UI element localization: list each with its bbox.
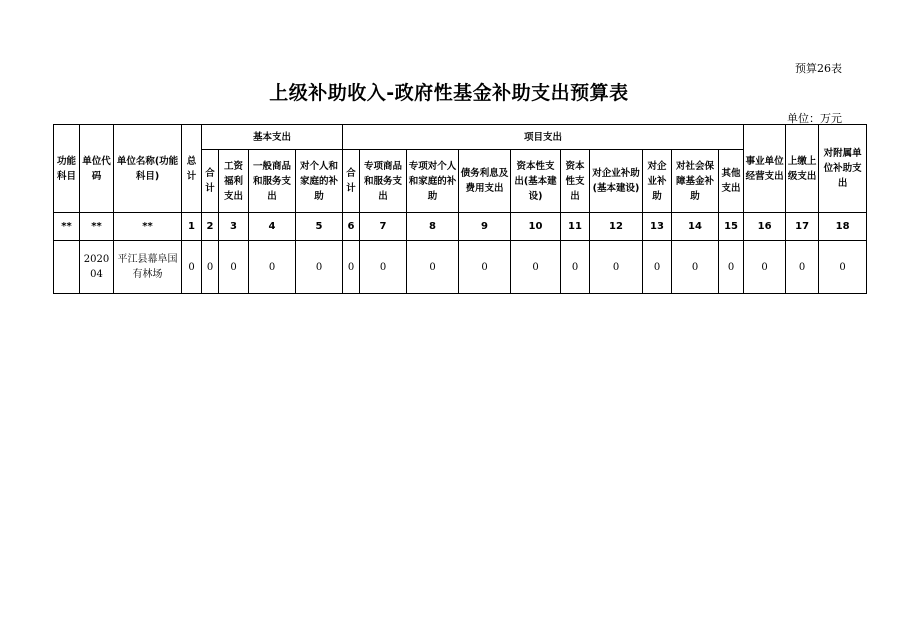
header-turn-over: 上缴上级支出	[786, 125, 819, 213]
header-capital-basic: 资本性支出(基本建设)	[511, 150, 561, 213]
index-cell: 11	[561, 213, 590, 241]
index-cell: 3	[219, 213, 249, 241]
header-special-goods: 专项商品和服务支出	[360, 150, 407, 213]
index-cell: 15	[719, 213, 744, 241]
index-cell: 13	[643, 213, 672, 241]
value-cell: 0	[182, 241, 202, 294]
value-cell: 0	[202, 241, 219, 294]
header-project-subtotal: 合计	[343, 150, 360, 213]
value-cell: 0	[511, 241, 561, 294]
index-cell: 10	[511, 213, 561, 241]
index-cell: 12	[590, 213, 643, 241]
value-cell: 0	[219, 241, 249, 294]
header-personal-subsidy: 对个人和家庭的补助	[296, 150, 343, 213]
value-cell: 0	[786, 241, 819, 294]
table-row	[54, 241, 867, 294]
index-cell: 18	[819, 213, 867, 241]
header-affiliated: 对附属单位补助支出	[819, 125, 867, 213]
unit-label: 单位：万元	[787, 112, 842, 125]
value-cell: 0	[296, 241, 343, 294]
header-row-group	[54, 125, 867, 150]
index-row	[54, 213, 867, 241]
index-cell: 16	[744, 213, 786, 241]
unit-name-cell: 平江县幕阜国有林场	[114, 241, 182, 294]
header-basic-subtotal: 合计	[202, 150, 219, 213]
header-enterprise-basic: 对企业补助(基本建设)	[590, 150, 643, 213]
index-cell: **	[54, 213, 80, 241]
budget-table	[53, 124, 867, 294]
header-unit-name: 单位名称(功能科目)	[114, 125, 182, 213]
index-cell: **	[80, 213, 114, 241]
header-special-personal: 专项对个人和家庭的补助	[407, 150, 459, 213]
index-cell: 4	[249, 213, 296, 241]
value-cell: 0	[744, 241, 786, 294]
header-goods-services: 一般商品和服务支出	[249, 150, 296, 213]
index-cell: 2	[202, 213, 219, 241]
value-cell: 0	[249, 241, 296, 294]
header-capital: 资本性支出	[561, 150, 590, 213]
value-cell: 0	[643, 241, 672, 294]
header-wages: 工资福利支出	[219, 150, 249, 213]
header-social-security: 对社会保障基金补助	[672, 150, 719, 213]
document-id: 预算26表	[795, 62, 842, 75]
header-total: 总计	[182, 125, 202, 213]
index-cell: **	[114, 213, 182, 241]
index-cell: 6	[343, 213, 360, 241]
header-func-subject: 功能科目	[54, 125, 80, 213]
index-cell: 9	[459, 213, 511, 241]
header-enterprise: 对企业补助	[643, 150, 672, 213]
header-business-ops: 事业单位经营支出	[744, 125, 786, 213]
index-cell: 7	[360, 213, 407, 241]
header-debt-interest: 债务利息及费用支出	[459, 150, 511, 213]
value-cell: 0	[459, 241, 511, 294]
value-cell: 0	[819, 241, 867, 294]
value-cell: 0	[719, 241, 744, 294]
index-cell: 17	[786, 213, 819, 241]
value-cell: 0	[672, 241, 719, 294]
header-unit-code: 单位代码	[80, 125, 114, 213]
unit-code-cell: 202004	[80, 241, 114, 294]
value-cell: 0	[561, 241, 590, 294]
value-cell: 0	[360, 241, 407, 294]
index-cell: 14	[672, 213, 719, 241]
header-basic-group: 基本支出	[202, 125, 343, 150]
index-cell: 5	[296, 213, 343, 241]
index-cell: 1	[182, 213, 202, 241]
value-cell: 0	[343, 241, 360, 294]
header-other: 其他支出	[719, 150, 744, 213]
value-cell: 0	[407, 241, 459, 294]
value-cell: 0	[590, 241, 643, 294]
func-subject-cell	[54, 241, 80, 294]
header-project-group: 项目支出	[343, 125, 744, 150]
page-title: 上级补助收入-政府性基金补助支出预算表	[269, 82, 629, 104]
index-cell: 8	[407, 213, 459, 241]
